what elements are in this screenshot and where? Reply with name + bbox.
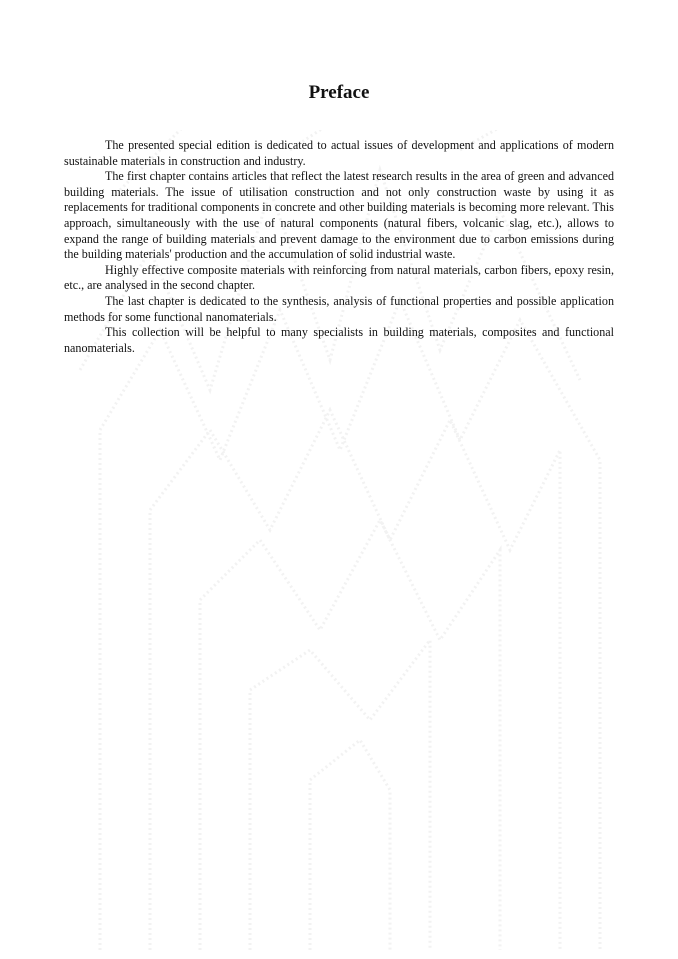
paragraph-last-chapter: The last chapter is dedicated to the synthesis, analysis of functional properties and possible application methods for some functional nanomaterials. bbox=[64, 293, 614, 324]
preface-body bbox=[64, 138, 614, 356]
paragraph-first-chapter: The first chapter contains articles that reflect the latest research results in the area of green and advanced building materials. The issue of utilisation construction and not only construction waste by using it as replacements for traditional components in concrete and other building materials is becoming more relevant. This approach, simultaneously with the use of natural components (natural fibers, volcanic slag, etc.), allows to expand the range of building materials and prevent damage to the environment due to carbon emissions during the building materials' production and the accumulation of solid industrial waste. bbox=[64, 169, 614, 262]
paragraph-conclusion: This collection will be helpful to many specialists in building materials, composites and functional nanomaterials. bbox=[64, 325, 614, 355]
page-title: Preface bbox=[308, 82, 370, 103]
paragraph-second-chapter: Highly effective composite materials with reinforcing from natural materials, carbon fibers, epoxy resin, etc., are analysed in the second chapter. bbox=[64, 262, 614, 293]
paragraph-intro: The presented special edition is dedicated to actual issues of development and applications of modern sustainable materials in construction and industry. bbox=[64, 138, 614, 168]
